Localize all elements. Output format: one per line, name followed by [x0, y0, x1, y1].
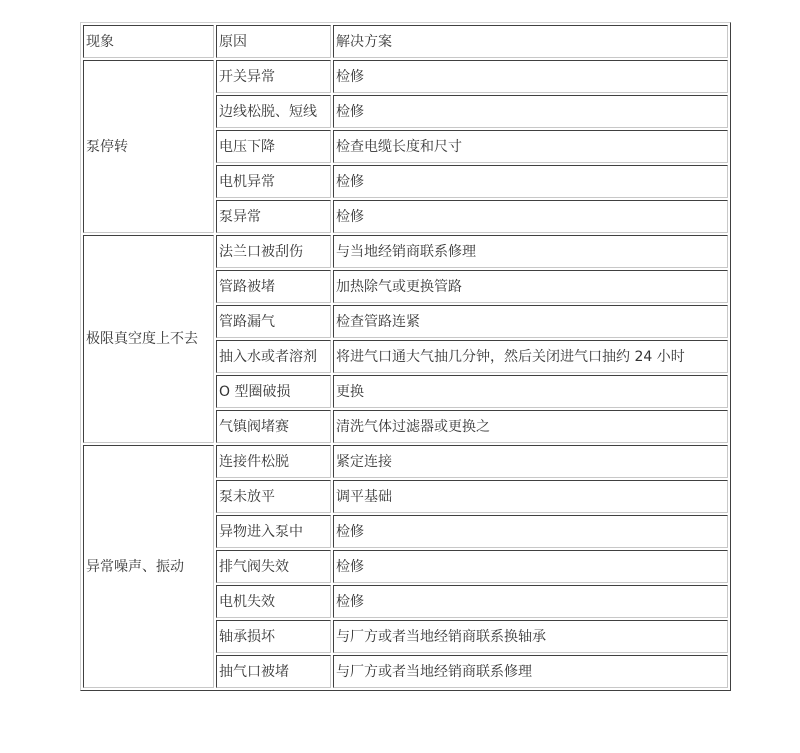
solution-cell: 检修 — [333, 60, 728, 93]
solution-cell: 检查电缆长度和尺寸 — [333, 130, 728, 163]
cause-cell: 管路被堵 — [216, 270, 331, 303]
cause-cell: O 型圈破损 — [216, 375, 331, 408]
solution-cell: 更换 — [333, 375, 728, 408]
solution-cell: 将进气口通大气抽几分钟，然后关闭进气口抽约 24 小时 — [333, 340, 728, 373]
solution-cell: 检修 — [333, 515, 728, 548]
solution-cell: 与厂方或者当地经销商联系修理 — [333, 655, 728, 688]
cause-cell: 连接件松脱 — [216, 445, 331, 478]
solution-cell: 紧定连接 — [333, 445, 728, 478]
table-header-row — [83, 25, 728, 58]
cause-cell: 电机异常 — [216, 165, 331, 198]
cause-cell: 泵未放平 — [216, 480, 331, 513]
table-row — [83, 60, 728, 93]
cause-cell: 法兰口被刮伤 — [216, 235, 331, 268]
cause-cell: 异物进入泵中 — [216, 515, 331, 548]
symptom-cell: 极限真空度上不去 — [83, 235, 214, 443]
solution-cell: 清洗气体过滤器或更换之 — [333, 410, 728, 443]
cause-cell: 电压下降 — [216, 130, 331, 163]
solution-cell: 与当地经销商联系修理 — [333, 235, 728, 268]
header-cause: 原因 — [216, 25, 331, 58]
solution-cell: 检修 — [333, 165, 728, 198]
cause-cell: 管路漏气 — [216, 305, 331, 338]
solution-cell: 检修 — [333, 95, 728, 128]
cause-cell: 边线松脱、短线 — [216, 95, 331, 128]
solution-cell: 检修 — [333, 550, 728, 583]
header-solution: 解决方案 — [333, 25, 728, 58]
table-row — [83, 235, 728, 268]
solution-cell: 检修 — [333, 200, 728, 233]
cause-cell: 排气阀失效 — [216, 550, 331, 583]
cause-cell: 泵异常 — [216, 200, 331, 233]
cause-cell: 气镇阀堵赛 — [216, 410, 331, 443]
solution-cell: 检查管路连紧 — [333, 305, 728, 338]
cause-cell: 轴承损坏 — [216, 620, 331, 653]
solution-cell: 加热除气或更换管路 — [333, 270, 728, 303]
cause-cell: 抽入水或者溶剂 — [216, 340, 331, 373]
solution-cell: 调平基础 — [333, 480, 728, 513]
cause-cell: 开关异常 — [216, 60, 331, 93]
troubleshooting-table — [80, 22, 731, 691]
header-symptom: 现象 — [83, 25, 214, 58]
table-row — [83, 445, 728, 478]
symptom-cell: 异常噪声、振动 — [83, 445, 214, 688]
solution-cell: 与厂方或者当地经销商联系换轴承 — [333, 620, 728, 653]
solution-cell: 检修 — [333, 585, 728, 618]
cause-cell: 电机失效 — [216, 585, 331, 618]
symptom-cell: 泵停转 — [83, 60, 214, 233]
cause-cell: 抽气口被堵 — [216, 655, 331, 688]
